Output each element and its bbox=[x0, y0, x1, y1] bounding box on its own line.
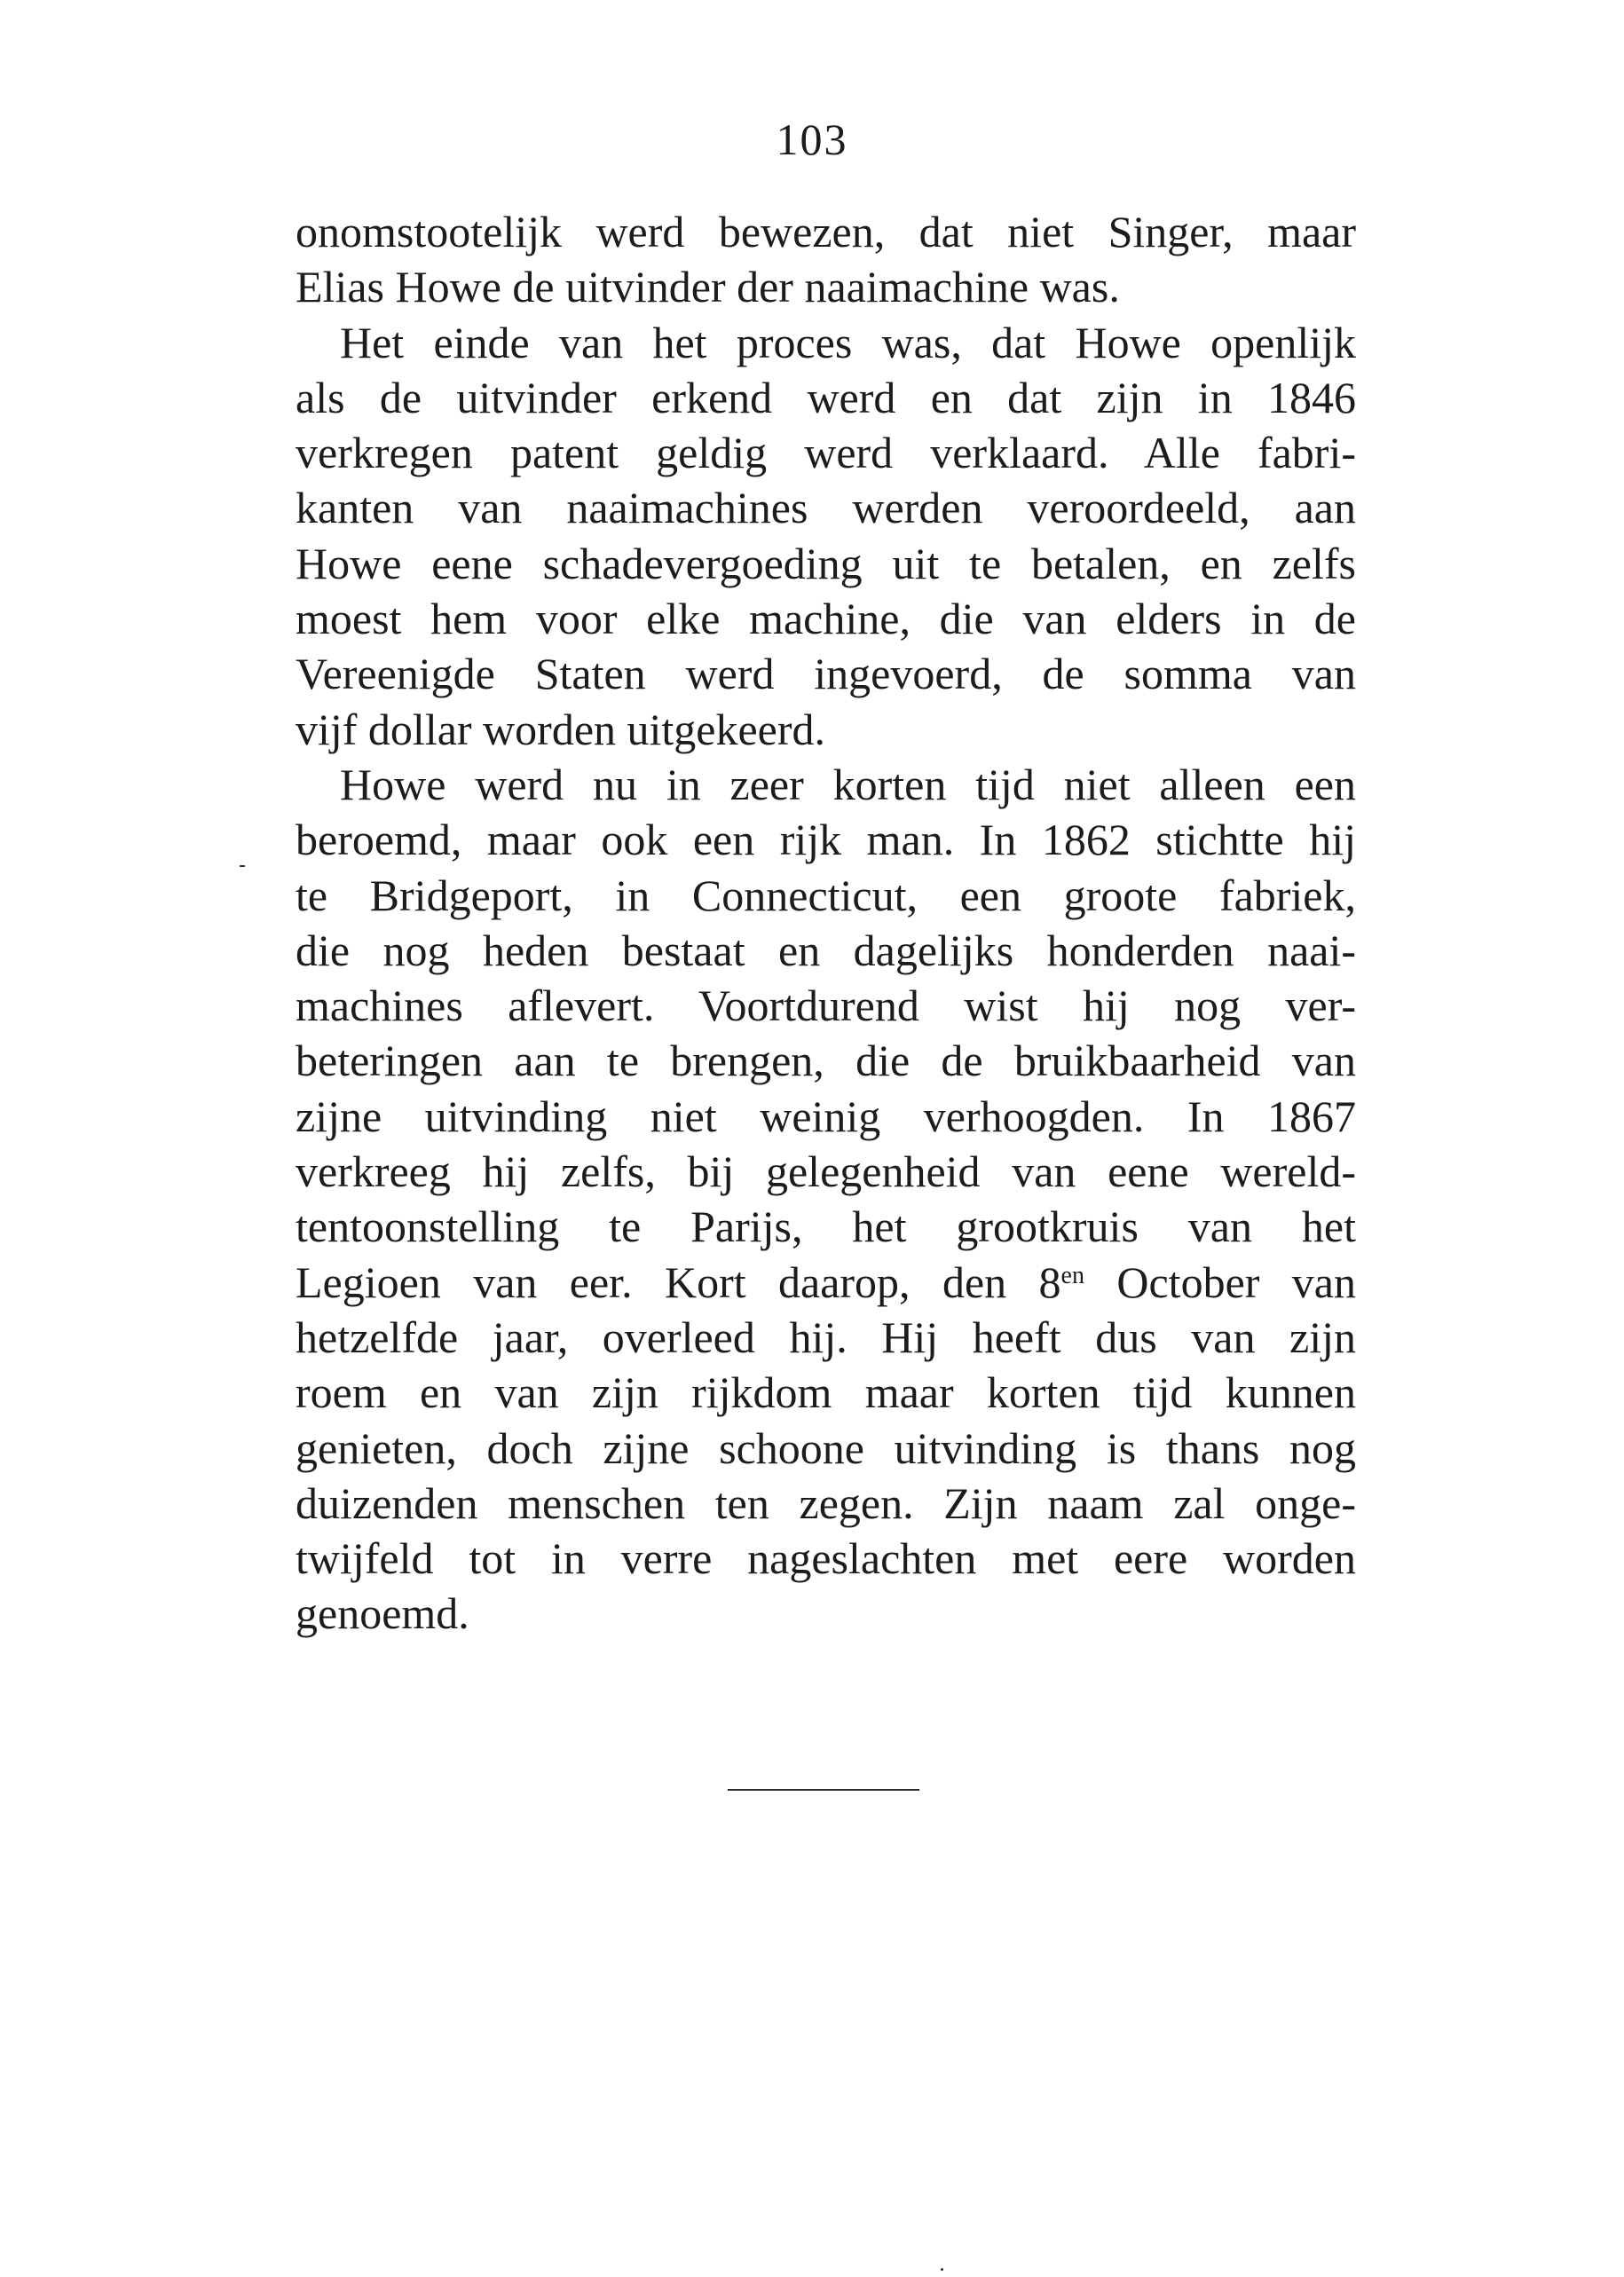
text-line: genoemd. bbox=[296, 1588, 469, 1639]
text-line: beroemd, maar ook een rijk man. In 1862 stichtte hij bbox=[296, 815, 1356, 865]
text-line: te Bridgeport, in Connecticut, een groote fabriek, bbox=[296, 870, 1356, 920]
paragraph bbox=[296, 315, 1356, 757]
text-line: Het einde van het proces was, dat Howe openlijk bbox=[340, 317, 1356, 367]
superscript: en bbox=[1060, 1261, 1084, 1289]
section-end-divider bbox=[728, 1789, 919, 1791]
text-line: vijf dollar worden uitgekeerd. bbox=[296, 704, 826, 754]
text-line: twijfeld tot in verre nageslachten met eere worden bbox=[296, 1533, 1356, 1584]
text-line: hetzelfde jaar, overleed hij. Hij heeft dus van zijn bbox=[296, 1312, 1356, 1362]
text-line: Elias Howe de uitvinder der naaimachine was. bbox=[296, 262, 1120, 312]
text-line: onomstootelijk werd bewezen, dat niet Singer, maar bbox=[296, 207, 1356, 256]
text-line: moest hem voor elke machine, die van elders in de bbox=[296, 594, 1356, 644]
print-speck bbox=[941, 2268, 943, 2271]
print-speck bbox=[240, 865, 245, 867]
text-line bbox=[296, 1255, 1356, 1310]
text-line: Howe werd nu in zeer korten tijd niet alleen een bbox=[340, 759, 1356, 809]
text-line: Vereenigde Staten werd ingevoerd, de somma van bbox=[296, 649, 1356, 699]
text-line: Howe eene schadevergoeding uit te betalen, en zelfs bbox=[296, 538, 1356, 588]
text-line: verkreeg hij zelfs, bij gelegenheid van eene wereld- bbox=[296, 1146, 1356, 1197]
text-segment: Legioen van eer. Kort daarop, den 8 bbox=[296, 1257, 1061, 1307]
paragraph bbox=[296, 204, 1356, 315]
text-line: als de uitvinder erkend werd en dat zijn in 1846 bbox=[296, 372, 1356, 422]
text-line: zijne uitvinding niet weinig verhoogden. In 1867 bbox=[296, 1091, 1356, 1141]
text-line: beteringen aan te brengen, die de bruikbaarheid van bbox=[296, 1036, 1356, 1086]
text-line: roem en van zijn rijkdom maar korten tijd kunnen bbox=[296, 1367, 1356, 1418]
text-line: tentoonstelling te Parijs, het grootkruis van het bbox=[296, 1202, 1356, 1252]
paragraph bbox=[296, 757, 1356, 1642]
page-number: 103 bbox=[776, 114, 848, 164]
body-text bbox=[296, 204, 1356, 1642]
text-line: verkregen patent geldig werd verklaard. Alle fabri- bbox=[296, 428, 1356, 478]
text-line: die nog heden bestaat en dagelijks honderden naai- bbox=[296, 925, 1356, 975]
text-segment: October van bbox=[1084, 1257, 1357, 1307]
text-line: machines aflevert. Voortdurend wist hij nog ver- bbox=[296, 981, 1356, 1031]
text-line: duizenden menschen ten zegen. Zijn naam zal onge- bbox=[296, 1477, 1356, 1528]
text-line: kanten van naaimachines werden veroordeeld, aan bbox=[296, 483, 1356, 533]
text-line: genieten, doch zijne schoone uitvinding is thans nog bbox=[296, 1422, 1356, 1473]
